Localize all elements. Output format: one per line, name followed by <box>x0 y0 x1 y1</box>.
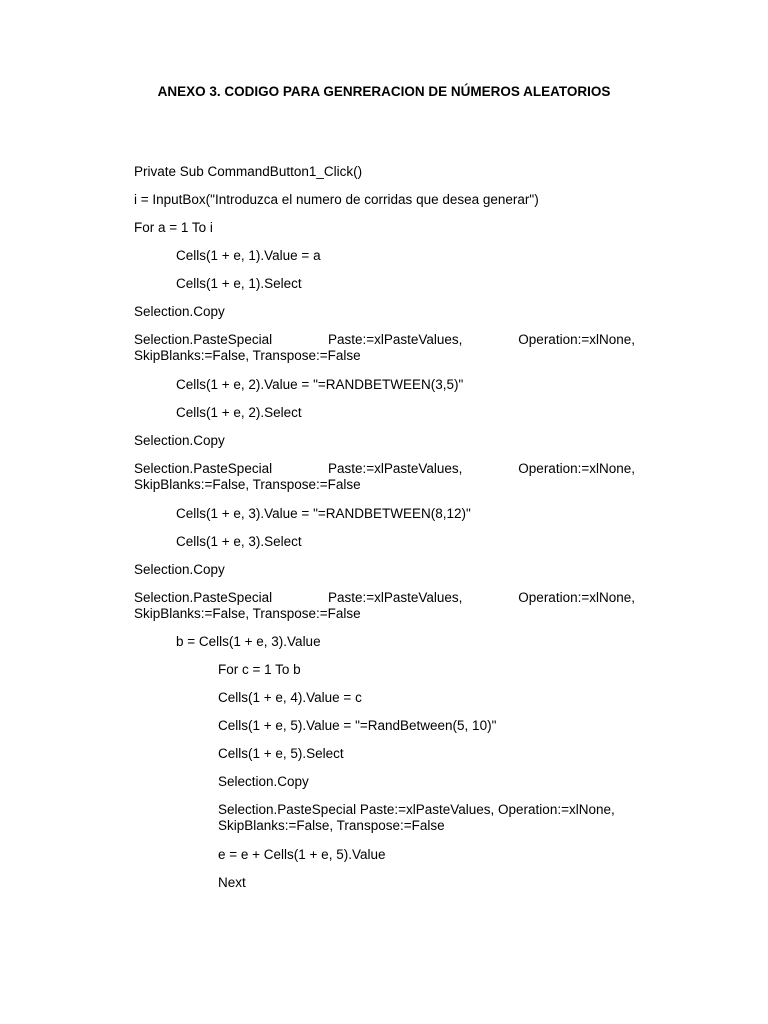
code-line: Cells(1 + e, 2).Select <box>176 405 302 420</box>
code-fragment: Operation:=xlNone, <box>518 590 635 605</box>
code-fragment: Selection.PasteSpecial Paste:=xlPasteValues, Operation:=xlNone, <box>218 802 615 817</box>
code-line: Cells(1 + e, 1).Select <box>176 276 302 291</box>
code-line: Cells(1 + e, 2).Value = "=RANDBETWEEN(3,5)" <box>176 377 464 392</box>
code-line: Cells(1 + e, 3).Value = "=RANDBETWEEN(8,12)" <box>176 506 471 521</box>
code-line: Selection.Copy <box>218 774 309 789</box>
code-fragment: SkipBlanks:=False, Transpose:=False <box>134 477 361 492</box>
code-line: b = Cells(1 + e, 3).Value <box>176 634 321 649</box>
code-line: Cells(1 + e, 3).Select <box>176 534 302 549</box>
code-fragment: Selection.PasteSpecial <box>134 332 273 347</box>
paste-special-block <box>218 802 615 834</box>
code-line: Cells(1 + e, 4).Value = c <box>218 690 362 705</box>
code-fragment: Selection.PasteSpecial <box>134 590 273 605</box>
code-fragment: SkipBlanks:=False, Transpose:=False <box>218 818 445 833</box>
code-line: Selection.Copy <box>134 562 225 577</box>
code-line: Private Sub CommandButton1_Click() <box>134 164 363 179</box>
code-line: i = InputBox("Introduzca el numero de corridas que desea generar") <box>134 192 539 207</box>
code-line: Cells(1 + e, 1).Value = a <box>176 248 321 263</box>
paste-special-block <box>134 332 635 364</box>
code-line: Cells(1 + e, 5).Value = "=RandBetween(5, 10)" <box>218 718 497 733</box>
code-fragment: Selection.PasteSpecial <box>134 461 273 476</box>
code-fragment: Paste:=xlPasteValues, <box>327 590 463 605</box>
code-fragment: SkipBlanks:=False, Transpose:=False <box>134 348 361 363</box>
code-fragment: SkipBlanks:=False, Transpose:=False <box>134 606 361 621</box>
code-line: Selection.Copy <box>134 433 225 448</box>
code-fragment: Operation:=xlNone, <box>518 332 635 347</box>
code-fragment: Paste:=xlPasteValues, <box>327 332 463 347</box>
code-line: For a = 1 To i <box>134 220 213 235</box>
code-line: Selection.Copy <box>134 304 225 319</box>
page-title: ANEXO 3. CODIGO PARA GENRERACION DE NÚMEROS ALEATORIOS <box>157 84 611 99</box>
code-line: Next <box>218 875 246 890</box>
code-line: e = e + Cells(1 + e, 5).Value <box>218 847 386 862</box>
code-line: For c = 1 To b <box>218 662 301 677</box>
code-fragment: Paste:=xlPasteValues, <box>327 461 463 476</box>
paste-special-block <box>134 590 635 622</box>
paste-special-block <box>134 461 635 493</box>
code-line: Cells(1 + e, 5).Select <box>218 746 344 761</box>
code-fragment: Operation:=xlNone, <box>518 461 635 476</box>
